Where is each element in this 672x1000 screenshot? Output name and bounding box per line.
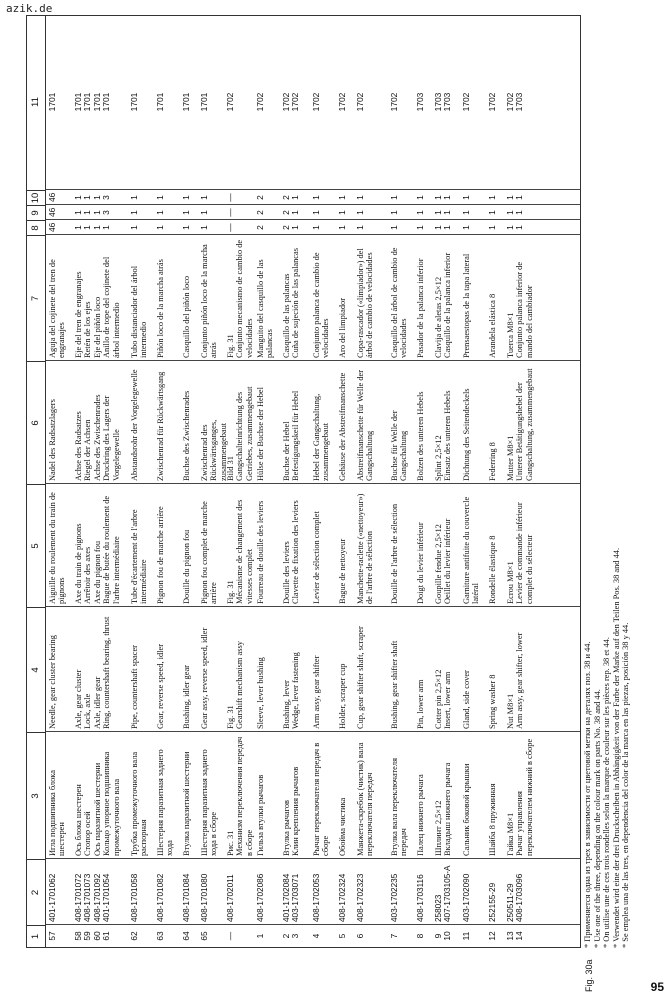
table-row (182, 14, 196, 947)
cell-c7: Prensaestopas de la tapa lateral (462, 253, 471, 358)
cell-c5: Levier de sélection complet (312, 511, 321, 604)
cell-c7: Copa-rascador («limpiador») del árbol de cambio de velocidades (356, 248, 375, 358)
table-row (282, 14, 308, 947)
cell-c6: Splint 2,5×12 Einsatz des unteren Hebels (434, 390, 453, 481)
cell-c2: 408-1703116 (416, 874, 425, 922)
cell-c8: 2 (255, 225, 265, 230)
table-row (356, 14, 386, 947)
cell-c6: Dichtung des Seitendeckels (462, 388, 471, 481)
cell-c5: Douille du pignon fou (182, 529, 191, 604)
cell-c6: Achse des Radsatzes Riegel der Achsen Achse des Zwischenrades Druckring des Lagers der Vorgelegewelle (74, 394, 121, 481)
cell-c4: Spring washer 8 (488, 674, 497, 729)
footnote-ru: * Применяется одна из трех в зависимости от цветовой метки на деталях поз. 38 и 44. (583, 641, 592, 948)
cell-c3: Шестерня паразитная заднего хода (156, 749, 175, 856)
cell-c9: 2 (255, 210, 265, 215)
cell-c5: Douille de l'arbre de sélection (390, 503, 399, 604)
cell-c10: 1 1 1 3 (73, 195, 112, 200)
cell-c5: Fig. 31 Mécanisme de changement des vitesses complet (226, 499, 254, 604)
header-col-11: 11 (30, 97, 41, 107)
cell-c2: 408-1701080 (200, 873, 209, 922)
cell-c2: 408-1702011 (226, 874, 235, 922)
cell-c3: Манжета-скребок (чистик) вала переключателя передач (356, 742, 375, 856)
cell-c9: 1 (415, 210, 425, 215)
cell-c3: Ось блока шестерен Стопор осей Ось паразитной шестерни Кольцо упорное подшипника промежуточного вала (74, 751, 121, 856)
cell-c11: 1701 1701 1701 1701 (73, 92, 112, 112)
cell-c6: Zwischenrad für Rückwärtsgang (156, 371, 165, 481)
cell-c6: Federring 8 (488, 442, 497, 481)
table-row (506, 14, 534, 947)
cell-c10: 46 (47, 192, 57, 202)
cell-c8: 1 (389, 225, 399, 230)
cell-c7: Pasador de la palanca inferior (416, 258, 425, 358)
cell-c11: 1701 (155, 92, 165, 112)
cell-c1: 2 3 (281, 933, 301, 939)
cell-c8: 1 (415, 225, 425, 230)
cell-c10: 1 (415, 195, 425, 200)
cell-c11: 1702 1702 (281, 92, 301, 112)
table-row (226, 14, 252, 947)
cell-c11: 1701 (129, 92, 139, 112)
cell-c10: — (225, 193, 235, 202)
cell-c7: Aguja del cojinete del tren de engranajes (48, 259, 67, 358)
cell-c4: Gland, side cover (462, 670, 471, 729)
header-col-7: 7 (27, 235, 45, 361)
cell-c11: 1702 1703 (505, 92, 525, 112)
cell-c2: 408-1701072 408-1701073 408-1701092 401-1701054 (74, 873, 112, 922)
cell-c11: 1702 (311, 92, 321, 112)
cell-c5: Bague de nettoyeur (338, 538, 347, 604)
cell-c9: 1 (155, 210, 165, 215)
cell-c4: Cotter pin 2,5×12 Insert, lower arm (434, 669, 453, 729)
cell-c10: 2 (255, 195, 265, 200)
cell-c2: 408-1701082 (156, 873, 165, 922)
header-col-6: 6 (27, 361, 45, 484)
cell-c4: Bushing, gear shifter shaft (390, 640, 399, 729)
cell-c7: Casquillo de las palancas Cuña de sujeción de las palancas (282, 248, 301, 358)
cell-c1: 9 10 (433, 931, 453, 941)
cell-c9: 1 (389, 210, 399, 215)
cell-c4: Bushing, idler gear (182, 665, 191, 729)
header-col-1: 1 (27, 925, 45, 947)
cell-c4: Pin, lower arm (416, 679, 425, 729)
cell-c5: Tube d'écartement de l'arbre intermédiaire (130, 509, 149, 604)
cell-c11: 1702 (355, 92, 365, 112)
footnotes (583, 128, 631, 992)
table-row (312, 14, 334, 947)
cell-c2: 403-1702235 (390, 873, 399, 922)
cell-c10: 1 (487, 195, 497, 200)
cell-c2: 258023 407-1703105-А (434, 865, 453, 922)
cell-c3: Втулка рычагов Клин крепления рычагов (282, 766, 301, 856)
cell-c7: Tuerca M8×1 Conjunto palanca inferior de mando del cambiador (506, 261, 534, 358)
cell-c8: 1 (129, 225, 139, 230)
cell-c3: Втулка паразитной шестерни (182, 751, 191, 856)
cell-c1: 11 (461, 931, 471, 941)
cell-c7: Conjunto piñón loco de la marcha atrás (200, 244, 219, 358)
cell-c6: Hülse der Buchse der Hebel (256, 387, 265, 481)
cell-c1: 62 (129, 931, 139, 941)
cell-c9: 1 (461, 210, 471, 215)
cell-c10: 1 (311, 195, 321, 200)
cell-c3: Шестерня паразитная заднего хода в сборе (200, 749, 219, 856)
cell-c7: Clavija de aletas 2,5×12 Casquillo de la palanca inferior (434, 252, 453, 358)
cell-c3: Обойма чистика (338, 797, 347, 856)
cell-c9: 1 (337, 210, 347, 215)
cell-c6: Buchse für Welle der Gangschaltung (390, 410, 409, 481)
cell-c4: Needle, gear cluster bearing (48, 635, 57, 729)
cell-c1: 65 (199, 931, 209, 941)
cell-c4: Fig. 31 Gearshift mechanism assy (226, 641, 245, 729)
cell-c11: 1703 1703 (433, 92, 453, 112)
cell-c7: Manguito del casquillo de las palancas (256, 259, 275, 358)
cell-c10: 1 (155, 195, 165, 200)
cell-c6: Abstreifmanschette für Welle der Gangschaltung (356, 369, 375, 481)
cell-c7: Casquillo del árbol de cambio de velocidades (390, 247, 409, 358)
footnote-fr: * On utilise une de ces trois rondelles selon la marque de couleur sur les pièces rep. 38 et 44. (602, 637, 612, 948)
cell-c2: 403-1702090 (462, 873, 471, 922)
cell-c9: 1 (487, 210, 497, 215)
cell-c2: 408-1701058 (130, 873, 139, 922)
cell-c9: 46 (47, 207, 57, 217)
cell-c8: 1 (311, 225, 321, 230)
cell-c11: 1701 (47, 92, 57, 112)
cell-c7: Conjunto palanca de cambio de velocidades (312, 252, 331, 358)
table-row (256, 14, 278, 947)
cell-c2: 408-1702053 (312, 873, 321, 922)
cell-c5: Pignon fou de marche arrière (156, 506, 165, 604)
cell-c6: Bild 31 Gangschalteinrichtung des Getriebes, zusammengebaut (226, 386, 254, 481)
table-row (338, 14, 352, 947)
cell-c8: 46 (47, 222, 57, 232)
cell-c4: Holder, scraper cup (338, 663, 347, 729)
cell-c1: 12 (487, 931, 497, 941)
cell-c5: Doigt du levier inférieur (416, 522, 425, 604)
cell-c10: 1 1 (505, 195, 525, 200)
cell-c9: 1 (181, 210, 191, 215)
cell-c10: 1 (181, 195, 191, 200)
header-col-10: 10 (27, 190, 45, 205)
cell-c5: Aiguille du roulement du train de pignons (48, 492, 67, 604)
cell-c2: 250511-29 408-1703096 (506, 873, 525, 922)
cell-c11: 1702 (389, 92, 399, 112)
cell-c1: 6 (355, 933, 365, 939)
cell-c2: 252155-29 (488, 882, 497, 922)
cell-c4: Gear, reverse speed, idler (156, 644, 165, 729)
cell-c1: 5 (337, 933, 347, 939)
cell-c5: Garniture antifuite du couvercle latéral (462, 496, 481, 604)
cell-c3: Палец нижнего рычага (416, 774, 425, 856)
cell-c11: 1702 (337, 92, 347, 112)
cell-c4: Axle, gear cluster Lock, axle Axle, idler gear Ring, countershaft bearing, thrust (74, 616, 112, 729)
cell-c10: 1 (199, 195, 209, 200)
cell-c6: Mutter M8×1 Unterer Betätigungshebel der Gangschaltung, zusammengebaut (506, 368, 534, 481)
cell-c4: Sleeve, lever bushing (256, 657, 265, 729)
cell-c10: 1 (337, 195, 347, 200)
cell-c3: Сальник боковой крышки (462, 763, 471, 856)
header-col-3: 3 (27, 732, 45, 859)
cell-c9: — (225, 208, 235, 217)
cell-c8: 2 1 (281, 225, 301, 230)
cell-c1: 1 (255, 933, 265, 939)
cell-c5: Manchette-raclette («nettoyeur») de l'arbre de sélection (356, 493, 375, 604)
cell-c1: 13 14 (505, 931, 525, 941)
cell-c5: Ecrou M8×1 Levier de commande inférieur complet du sélecteur (506, 502, 534, 604)
cell-c7: Aro del limpiador (338, 297, 347, 358)
cell-c9: 1 1 1 3 (73, 210, 112, 215)
cell-c3: Шайба 8 пружинная (488, 783, 497, 856)
cell-c6: Nadel des Radsatzlagers (48, 399, 57, 481)
cell-c3: Втулка вала переключателя передач (390, 758, 409, 856)
table-body (46, 15, 581, 948)
cell-c10: 1 (389, 195, 399, 200)
cell-c6: Zwischenrad des Rückwärtsganges, zusammengebaut (200, 419, 228, 481)
cell-c4: Arm assy, gear shifter (312, 655, 321, 729)
cell-c8: 1 (155, 225, 165, 230)
cell-c10: 1 (355, 195, 365, 200)
cell-c11: 1702 (255, 92, 265, 112)
cell-c2: 401-1701062 (48, 873, 57, 922)
cell-c11: 1702 (487, 92, 497, 112)
cell-c9: 1 (129, 210, 139, 215)
cell-c11: 1701 (181, 92, 191, 112)
cell-c2: 408-1702324 (338, 873, 347, 922)
cell-c8: 1 (181, 225, 191, 230)
cell-c9: 2 1 (281, 210, 301, 215)
cell-c3: Гильза втулки рычагов (256, 774, 265, 856)
cell-c7: Piñón loco de la marcha atrás (156, 259, 165, 358)
cell-c2: 408-1702086 (256, 873, 265, 922)
cell-c1: 63 (155, 931, 165, 941)
cell-c8: 1 1 (505, 225, 525, 230)
header-col-4: 4 (27, 607, 45, 732)
cell-c6: Gehäuse der Abstreifmanschette (338, 372, 347, 481)
table-header (26, 15, 46, 948)
cell-c6: Bolzen des unteren Hebels (416, 391, 425, 481)
cell-c9: 1 1 (505, 210, 525, 215)
cell-c3: Шплинт 2,5×12 Вкладыш нижнего рычага (434, 762, 453, 856)
footnote-es: * Se emplea una de las tres, en dependencia del color de la marca en las piezas, posición 38 y 44. (621, 622, 631, 948)
header-col-5: 5 (27, 484, 45, 607)
cell-c1: — (225, 931, 235, 941)
table-row (390, 14, 412, 947)
cell-c5: Pignon fou complet de marche arrière (200, 501, 219, 604)
cell-c4: Pipe, countershaft spacer (130, 645, 139, 729)
cell-c9: 1 (311, 210, 321, 215)
table-row (416, 14, 430, 947)
table-row (199, 14, 228, 947)
header-col-2: 2 (27, 859, 45, 925)
cell-c8: 1 (337, 225, 347, 230)
cell-c10: 1 (129, 195, 139, 200)
footnote-en: * Use one of the three, depending on the colour mark on parts No. 38 and 44. (592, 689, 602, 948)
table-row (130, 14, 152, 947)
cell-c9: 1 (355, 210, 365, 215)
figure-label: Fig. 30a (584, 959, 594, 992)
watermark: azik.de (6, 2, 53, 15)
cell-c8: 1 1 (433, 225, 453, 230)
cell-c2: 408-1702323 (356, 873, 365, 922)
page-number: 95 (650, 980, 664, 994)
header-col-8: 8 (27, 220, 45, 235)
footnote-de: * Verwendet wird eine der drei Druckscheiben in Abhängigkeit von der Farbe der Marke auf den Teilen Pos. 38 and 44. (611, 547, 621, 948)
cell-c4: Bushing, lever Wedge, lever fastening (282, 652, 301, 729)
cell-c7: Tubo distanciador del árbol intermedio (130, 265, 149, 358)
cell-c3: Рычаг переключателя передач в сборе (312, 742, 331, 856)
table-row (462, 14, 484, 947)
cell-c1: 7 (389, 933, 399, 939)
cell-c5: Fourreau de douille des leviers (256, 500, 265, 604)
cell-c5: Rondelle élastique 8 (488, 535, 497, 604)
cell-c10: 2 1 (281, 195, 301, 200)
cell-c1: 64 (181, 931, 191, 941)
table-row (156, 14, 178, 947)
cell-c7: Arandela elástica 8 (488, 293, 497, 358)
table-row (48, 14, 70, 947)
cell-c4: Nut M8×1 Arm assy, gear shifter, lower (506, 632, 525, 729)
parts-table (26, 15, 581, 948)
cell-c3: Гайка M8×1 Рычаг управления переключателем нижний в сборе (506, 738, 534, 856)
cell-c10: 1 1 (433, 195, 453, 200)
cell-c6: Hebel der Gangschaltung, zusammengebaut (312, 393, 331, 481)
cell-c11: 1702 (461, 92, 471, 112)
cell-c8: 1 (461, 225, 471, 230)
cell-c9: 1 (199, 210, 209, 215)
cell-c3: Игла подшипника блока шестерен (48, 770, 67, 856)
cell-c4: Cup, gear shifter shaft, scraper (356, 626, 365, 729)
cell-c11: 1701 (199, 92, 209, 112)
cell-c6: Buchse der Hebel Befestigungskeil für Hebel (282, 390, 301, 481)
cell-c11: 1702 (225, 92, 235, 112)
cell-c11: 1703 (415, 92, 425, 112)
cell-c7: Fig. 31 Conjunto mecanismo de cambio de velocidades (226, 239, 254, 358)
cell-c5: Goupille fendue 2,5×12 Oeillet du levier inférieur (434, 518, 453, 604)
table-row (434, 14, 458, 947)
cell-c2: 408-1701084 (182, 873, 191, 922)
cell-c5: Douille des leviers Clavette de fixation des leviers (282, 500, 301, 604)
cell-c7: Casquillo del piñón loco (182, 275, 191, 358)
cell-c7: Eje del tren de engranajes Retén de los ejes Eje del piñón loco Anillo de tope del cojinete del árbol intermedio (74, 256, 121, 358)
header-col-9: 9 (27, 205, 45, 220)
cell-c6: Abstandsrohr der Vorgelegewelle (130, 369, 139, 481)
cell-c2: 401-1702084 403-1703071 (282, 873, 301, 922)
cell-c1: 8 (415, 933, 425, 939)
cell-c9: 1 1 (433, 210, 453, 215)
cell-c1: 57 (47, 931, 57, 941)
cell-c6: Buchse des Zwischenrades (182, 390, 191, 481)
table-row (74, 14, 126, 947)
cell-c3: Трубка промежуточного вала распорная (130, 751, 149, 856)
cell-c8: 1 (487, 225, 497, 230)
cell-c8: 1 (355, 225, 365, 230)
cell-c10: 1 (461, 195, 471, 200)
cell-c8: 1 1 1 1 (73, 225, 112, 230)
cell-c5: Axe du train de pignons Arrêtoir des axes Axe du pignon fou Bague de butée du roulement de l'arbre intermédiaire (74, 495, 121, 604)
cell-c1: 4 (311, 933, 321, 939)
table-row (488, 14, 502, 947)
cell-c1: 58 59 60 61 (73, 931, 112, 941)
cell-c8: 1 (199, 225, 209, 230)
cell-c3: Рис. 31 Механизм переключения передач в сборе (226, 736, 254, 856)
cell-c8: — (225, 223, 235, 232)
cell-c4: Gear assy, reverse speed, idler (200, 627, 209, 729)
